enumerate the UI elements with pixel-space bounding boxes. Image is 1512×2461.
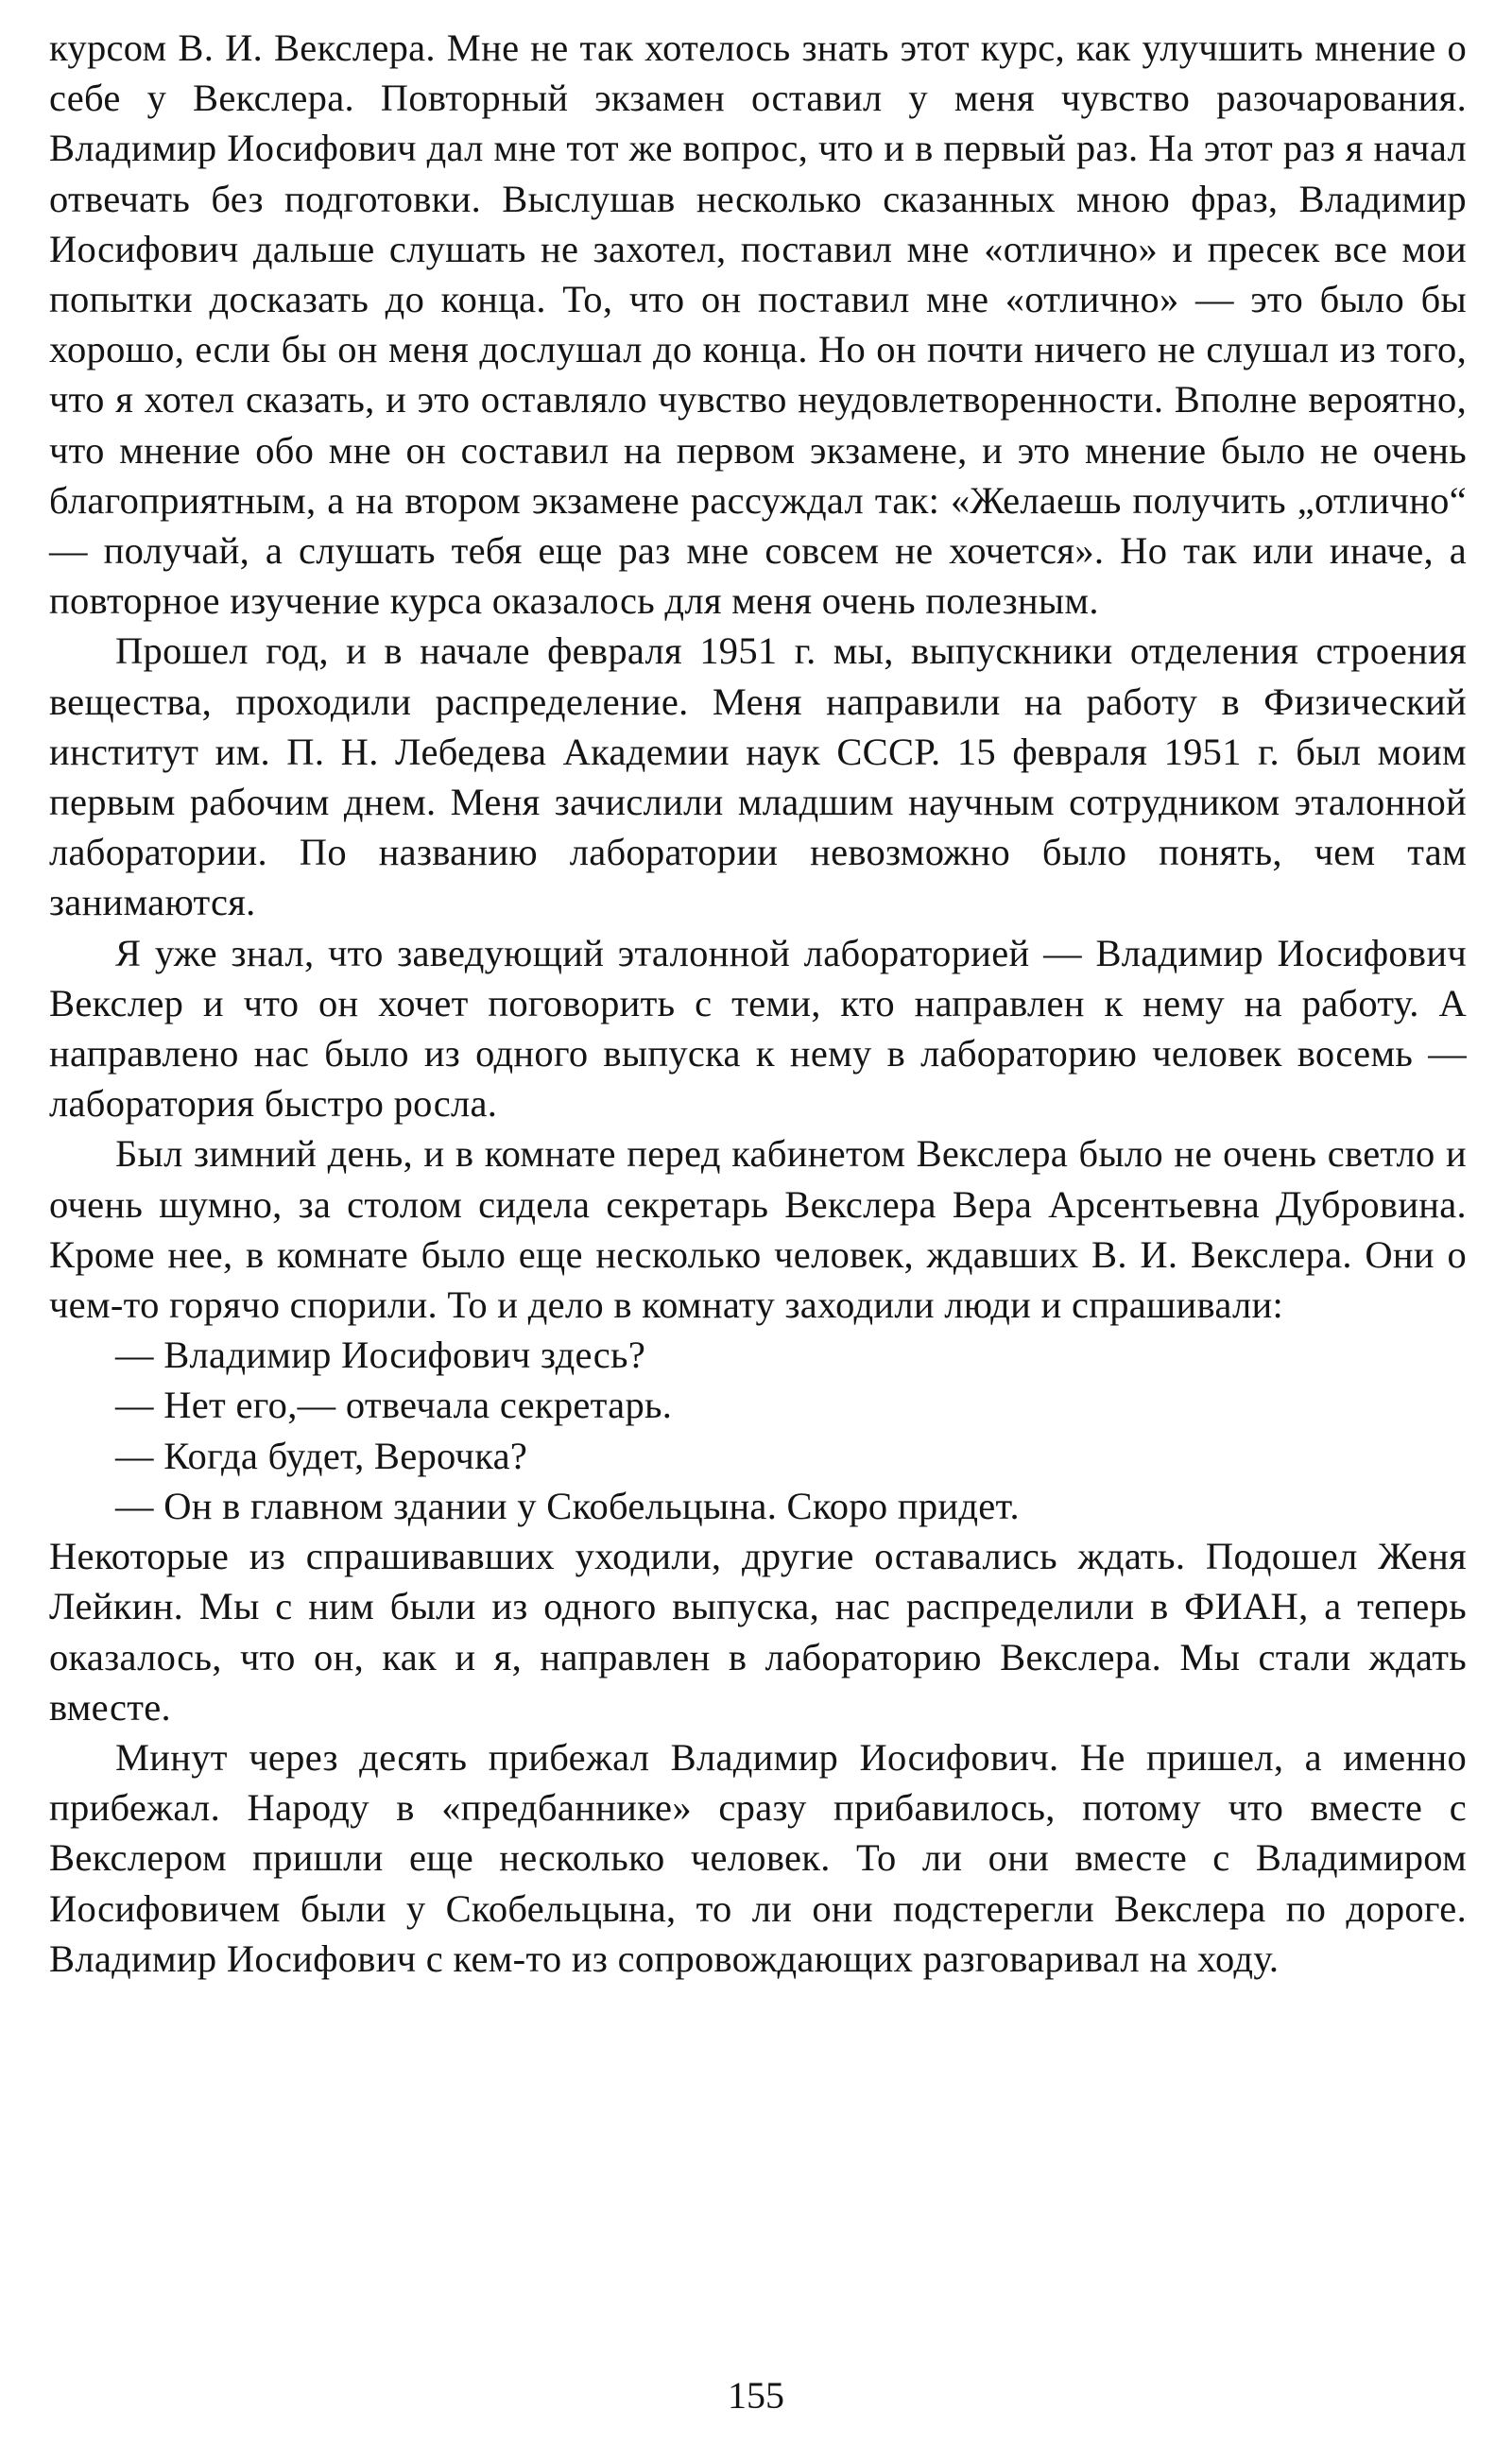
paragraph-distribution: Прошел год, и в начале февраля 1951 г. мы, выпускники отделения строения вещества, проходили распределение. Меня направили на работу в Физический институт им. П. Н. Лебедева Академии наук СССР. 15 февраля 1951 г. был моим первым рабочим днем. Меня зачислили младшим научным сотрудником эталонной лаборатории. По названию лаборатории невозможно было понять, чем там занимаются. <box>49 629 1467 924</box>
paragraph-continuation: курсом В. И. Векслера. Мне не так хотелось знать этот курс, как улучшить мнение о себе у Векслера. Повторный экзамен оставил у меня чувство разочарования. Владимир Иосифович дал мне тот же вопрос, что и в первый раз. На этот раз я начал отвечать без подготовки. Выслушав несколько сказанных мною фраз, Владимир Иосифович дальше слушать не захотел, поставил мне «отлично» и пресек все мои попытки досказать до конца. То, что он поставил мне «отлично» — это было бы хорошо, если бы он меня дослушал до конца. Но он почти ничего не слушал из того, что я хотел сказать, и это оставляло чувство неудовлетворенности. Вполне вероятно, что мнение обо мне он составил на первом экзамене, и это мнение было не очень благоприятным, а на втором экзамене рассуждал так: «Желаешь получить „отлично“ — получай, а слушать тебя еще раз мне совсем не хочется». Но так или иначе, а повторное изучение курса оказалось для меня очень полезным. <box>49 26 1467 623</box>
dialogue-line: — Нет его,— отвечала секретарь. <box>115 1384 673 1427</box>
paragraph-arrival: Минут через десять прибежал Владимир Иосифович. Не пришел, а именно прибежал. Народу в «предбаннике» сразу прибавилось, потому что вместе с Векслером пришли еще несколько человек. То ли они вместе с Владимиром Иосифовичем были у Скобельцына, то ли они подстерегли Векслера по дороге. Владимир Иосифович с кем-то из сопровождающих разговаривал на ходу. <box>49 1735 1467 1980</box>
paragraph-after-dialogue: Некоторые из спрашивавших уходили, другие оставались ждать. Подошел Женя Лейкин. Мы с ним были из одного выпуска, нас распределили в ФИАН, а теперь оказалось, что он, как и я, направлен в лабораторию Векслера. Мы стали ждать вместе. <box>49 1535 1467 1729</box>
page-number: 155 <box>728 2374 784 2417</box>
dialogue-line: — Когда будет, Верочка? <box>115 1434 528 1477</box>
paragraph-lab-head: Я уже знал, что заведующий эталонной лабораторией — Владимир Иосифович Векслер и что он хочет поговорить с теми, кто направлен к нему на работу. А направлено нас было из одного выпуска к нему в лабораторию человек восемь — лаборатория быстро росла. <box>49 931 1467 1126</box>
dialogue-line: — Он в главном здании у Скобельцына. Скоро придет. <box>115 1484 1020 1527</box>
paragraph-winter-day: Был зимний день, и в комнате перед кабинетом Векслера было не очень светло и очень шумно, за столом сидела секретарь Векслера Вера Арсентьевна Дубровина. Кроме нее, в комнате было еще несколько человек, ждавших В. И. Векслера. Они о чем-то горячо спорили. То и дело в комнату заходили люди и спрашивали: <box>49 1132 1467 1327</box>
book-page <box>49 23 1467 2442</box>
dialogue-line: — Владимир Иосифович здесь? <box>115 1334 646 1377</box>
